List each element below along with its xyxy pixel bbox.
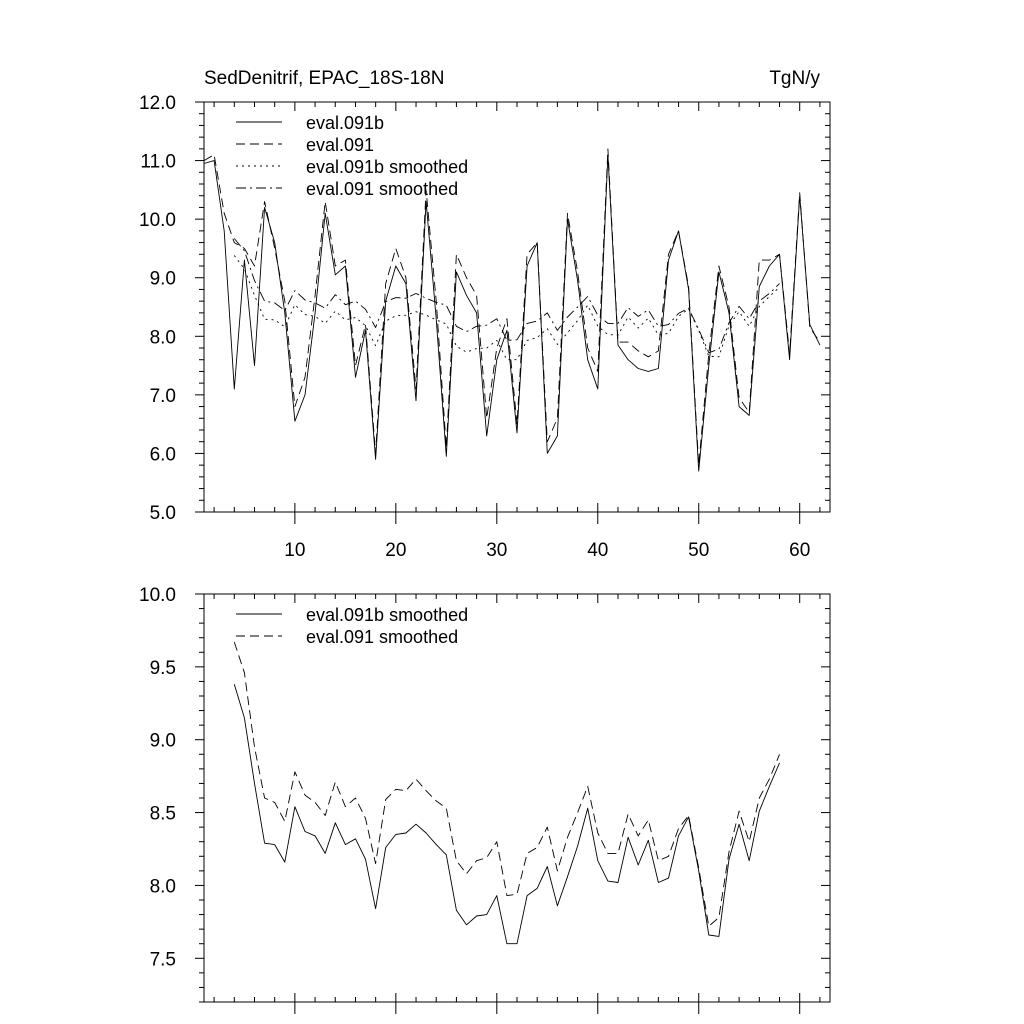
bottom-panel [139, 585, 830, 1014]
bottom-ytick-label-1: 8.0 [149, 876, 176, 898]
top-ytick-label-0: 5.0 [149, 503, 176, 524]
bottom-legend-label-1: eval.091 smoothed [306, 627, 459, 647]
top-plot-frame [204, 102, 830, 512]
top-xtick-label-0: 10 [284, 540, 306, 561]
top-legend-label-1: eval.091 [306, 135, 375, 155]
top-ytick-label-6: 11.0 [140, 151, 176, 173]
bottom-plot-frame [204, 594, 830, 1002]
bottom-ytick-label-3: 9.0 [149, 730, 176, 752]
top-series-line-3 [234, 239, 779, 353]
top-ytick-label-7: 12.0 [139, 93, 176, 114]
top-legend [236, 113, 468, 199]
bottom-series-line-1 [234, 642, 779, 926]
top-title-right: TgN/y [769, 68, 820, 89]
top-ytick-label-1: 6.0 [149, 444, 176, 466]
top-panel [139, 68, 830, 561]
bottom-axis-ticks [195, 594, 830, 1014]
bottom-series-lines [234, 642, 779, 944]
top-ytick-label-3: 8.0 [149, 327, 176, 349]
top-xtick-label-1: 20 [385, 540, 407, 561]
bottom-ytick-label-4: 9.5 [149, 657, 176, 679]
top-legend-label-0: eval.091b [306, 113, 385, 133]
top-xtick-label-3: 40 [587, 540, 609, 561]
top-ytick-label-4: 9.0 [149, 268, 176, 290]
top-axis-ticks [195, 102, 830, 524]
top-x-tick-labels [284, 540, 810, 561]
top-legend-label-2: eval.091b smoothed [306, 157, 469, 177]
bottom-ytick-label-0: 7.5 [149, 949, 176, 971]
top-xtick-label-2: 30 [486, 540, 508, 561]
bottom-series-line-0 [234, 684, 779, 943]
bottom-legend [236, 605, 468, 647]
top-ytick-label-5: 10.0 [139, 210, 176, 232]
bottom-ytick-label-5: 10.0 [139, 585, 176, 606]
top-y-tick-labels [139, 93, 176, 524]
bottom-ytick-label-2: 8.5 [149, 803, 176, 825]
top-series-lines [204, 149, 820, 471]
top-legend-label-3: eval.091 smoothed [306, 179, 459, 199]
bottom-legend-label-0: eval.091b smoothed [306, 605, 469, 625]
top-xtick-label-4: 50 [688, 540, 710, 561]
top-series-line-0 [204, 155, 820, 471]
top-title-left: SedDenitrif, EPAC_18S-18N [204, 68, 445, 89]
bottom-y-tick-labels [139, 585, 176, 970]
top-ytick-label-2: 7.0 [149, 385, 176, 407]
top-xtick-label-5: 60 [789, 540, 811, 561]
